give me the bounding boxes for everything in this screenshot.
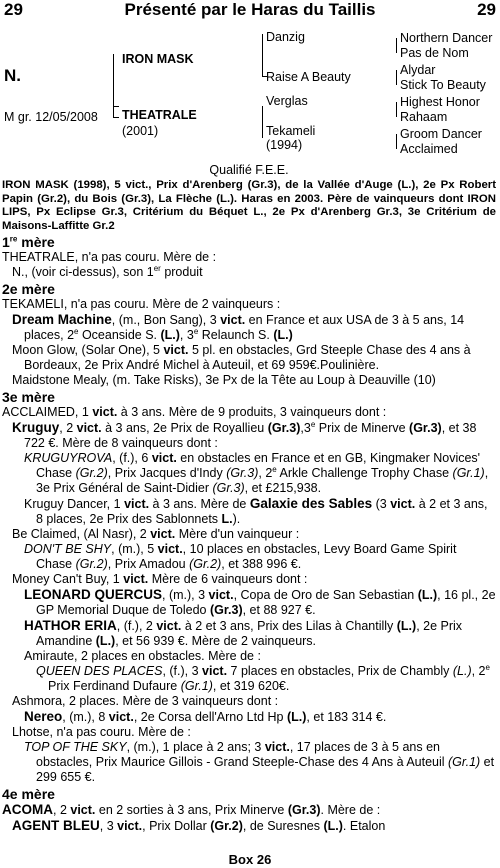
horse-name: N. [4,66,21,85]
dam-line: TEKAMELI, n'a pas couru. Mère de 2 vainqueurs : [2,297,281,311]
lot-number-left: 29 [4,0,23,19]
produce-line: Lhotse, n'a pas couru. Mère de : [12,725,191,739]
produce-line: Kruguy, 2 vict. à 3 ans, 2e Prix de Royallieu (Gr.3),3e Prix de Minerve (Gr.3), et 38 722 €. Mère de 8 vainqueurs dont : [12,419,477,450]
dam-year: (2001) [122,124,159,138]
section-1st-dam: 1re mère [2,234,55,250]
sire-dam: Raise A Beauty [266,70,351,84]
catalogue-text [2,163,496,834]
dam-dam-year: (1994) [266,138,303,152]
produce-line: TOP OF THE SKY, (m.), 1 place à 2 ans; 3 vict., 17 places de 3 à 5 ans en obstacles, Prix Maurice Gillois - Grand Steeple-Chase des 4 Ans à Auteuil (Gr.1) et 299 655 €. [24,740,495,784]
pedigree-line [262,34,263,76]
pedigree-line [113,117,119,118]
pedigree-line [396,102,397,117]
produce-line: Kruguy Dancer, 1 vict. à 3 ans. Mère de Galaxie des Sables (3 vict. à 2 et 3 ans, 8 places, 2e Prix des Sablonnets L.). [24,496,488,526]
box-number: Box 26 [228,852,272,867]
dam-line: ACOMA, 2 vict. en 2 sorties à 3 ans, Prix Minerve (Gr.3). Mère de : [2,802,381,817]
section-2nd-dam: 2e mère [2,281,55,297]
sire-description: IRON MASK (1998), 5 vict., Prix d'Arenberg (Gr.3), de la Vallée d'Auge (L.), 2e Px Robert Papin (Gr.2), du Bois (Gr.3), La Flèche (L.). Haras en 2003. Père de vainqueurs dont IRON LIPS, Px Eclipse Gr.3, Critérium du Béquet L., 2e Px d'Arenberg Gr.3, 3e Critérium de Maisons-Laffitte Gr.2 [2,179,496,232]
produce-line: Ashmora, 2 places. Mère de 3 vainqueurs dont : [12,694,279,708]
sire-name: IRON MASK [122,52,194,66]
pedigree-line [262,106,263,138]
produce-line: DON'T BE SHY, (m.), 5 vict., 10 places en obstacles, Levy Board Game Spirit Chase (Gr.2), Prix Amadou (Gr.2), et 388 996 €. [24,542,457,571]
sd-sire: Alydar [400,63,436,77]
dam-name: THEATRALE [122,108,197,122]
sd-dam: Stick To Beauty [400,78,486,92]
pedigree-line [396,70,397,85]
lot-number-right: 29 [477,0,496,19]
pedigree-line [396,38,397,53]
section-4th-dam: 4e mère [2,786,55,802]
dam-line: ACCLAIMED, 1 vict. à 3 ans. Mère de 9 produits, 3 vainqueurs dont : [2,405,387,419]
produce-line: AGENT BLEU, 3 vict., Prix Dollar (Gr.2), de Suresnes (L.). Etalon [12,818,386,833]
produce-line: Money Can't Buy, 1 vict. Mère de 6 vainqueurs dont : [12,572,308,586]
section-3rd-dam: 3e mère [2,389,55,405]
page-title: Présenté par le Haras du Taillis [124,0,376,19]
produce-line: Nereo, (m.), 8 vict., 2e Corsa dell'Arno Ltd Hp (L.), et 183 314 €. [24,709,387,724]
produce-line: HATHOR ERIA, (f.), 2 vict. à 2 et 3 ans, Prix des Lilas à Chantilly (L.), 2e Prix Amandine (L.), et 56 939 €. Mère de 2 vainqueurs. [24,618,463,648]
page-header [4,0,496,20]
produce-line: Moon Glow, (Solar One), 5 vict. 5 pl. en obstacles, Grd Steeple Chase des 4 ans à Bordeaux, 2e Prix André Michel à Auteuil, et 69 959€.Poulinière. [12,343,471,372]
ds-dam: Rahaam [400,110,448,124]
produce-line: LEONARD QUERCUS, (m.), 3 vict., Copa de Oro de San Sebastian (L.), 16 pl., 2e GP Memorial Duque de Toledo (Gr.3), et 88 927 €. [24,587,496,617]
pedigree-line [113,90,114,117]
dam-dam: Tekameli [266,124,316,138]
dam-sire: Verglas [266,94,308,108]
horse-info: M gr. 12/05/2008 [4,110,98,124]
produce-line: KRUGUYROVA, (f.), 6 vict. en obstacles en France et en GB, Kingmaker Novices' Chase (Gr.2), Prix Jacques d'Indy (Gr.3), 2e Arkle Challenge Trophy Chase (Gr.1), 3e Prix Général de Saint-Didier (Gr.3), et £215,938. [24,451,489,495]
dam-line: THEATRALE, n'a pas couru. Mère de : [2,250,217,264]
produce-line: Maidstone Mealy, (m. Take Risks), 3e Px de la Tête au Loup à Deauville (10) [12,373,436,387]
pedigree-line [396,134,397,149]
ss-sire: Northern Dancer [400,31,493,45]
qualification: Qualifié F.E.E. [209,163,289,177]
dd-dam: Acclaimed [400,142,458,156]
ss-dam: Pas de Nom [400,46,469,60]
dd-sire: Groom Dancer [400,127,482,141]
pedigree-table [0,28,500,158]
produce-line: QUEEN DES PLACES, (f.), 3 vict. 7 places en obstacles, Prix de Chambly (L.), 2e Prix Ferdinand Dufaure (Gr.1), et 319 620€. [36,662,490,693]
ds-sire: Highest Honor [400,95,480,109]
produce-line: Be Claimed, (Al Nasr), 2 vict. Mère d'un vainqueur : [12,527,300,541]
produce-line: N., (voir ci-dessus), son 1er produit [12,263,203,279]
sire-sire: Danzig [266,30,305,44]
produce-line: Dream Machine, (m., Bon Sang), 3 vict. en France et aux USA de 3 à 5 ans, 14 places, 2e Oceanside S. (L.), 3e Relaunch S. (L.) [12,312,465,342]
produce-line: Amiraute, 2 places en obstacles. Mère de : [24,649,261,663]
